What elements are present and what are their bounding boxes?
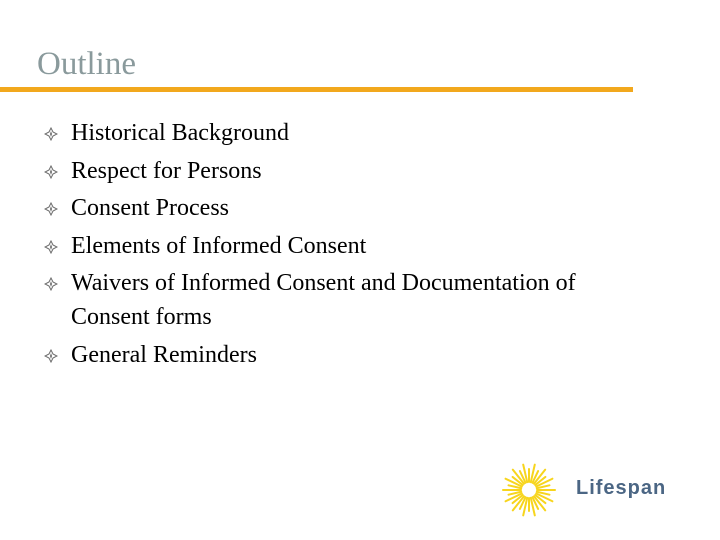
list-item [44,338,644,372]
bullet-text: Elements of Informed Consent [71,232,367,259]
slide-title: Outline [37,46,136,82]
diamond-arrow-bullet-icon [44,127,58,141]
logo-wordmark: Lifespan [576,477,667,499]
list-item [44,266,644,334]
diamond-arrow-bullet-icon [44,349,58,363]
list-item [44,116,644,150]
diamond-arrow-bullet-icon [44,165,58,179]
bullet-text: Respect for Persons [71,157,262,184]
diamond-arrow-bullet-icon [44,277,58,291]
bullet-text: Historical Background [71,120,289,146]
bullet-text: General Reminders [71,341,257,368]
title-underline [0,87,633,92]
list-item [44,191,644,225]
bullet-list [44,116,644,375]
bullet-text: Consent Process [71,195,229,221]
lifespan-logo [501,462,681,518]
diamond-arrow-bullet-icon [44,202,58,216]
list-item [44,229,644,263]
list-item [44,154,644,188]
diamond-arrow-bullet-icon [44,240,58,254]
bullet-text: Waivers of Informed Consent and Documentation of Consent forms [71,270,576,330]
sunburst-icon [501,462,557,518]
